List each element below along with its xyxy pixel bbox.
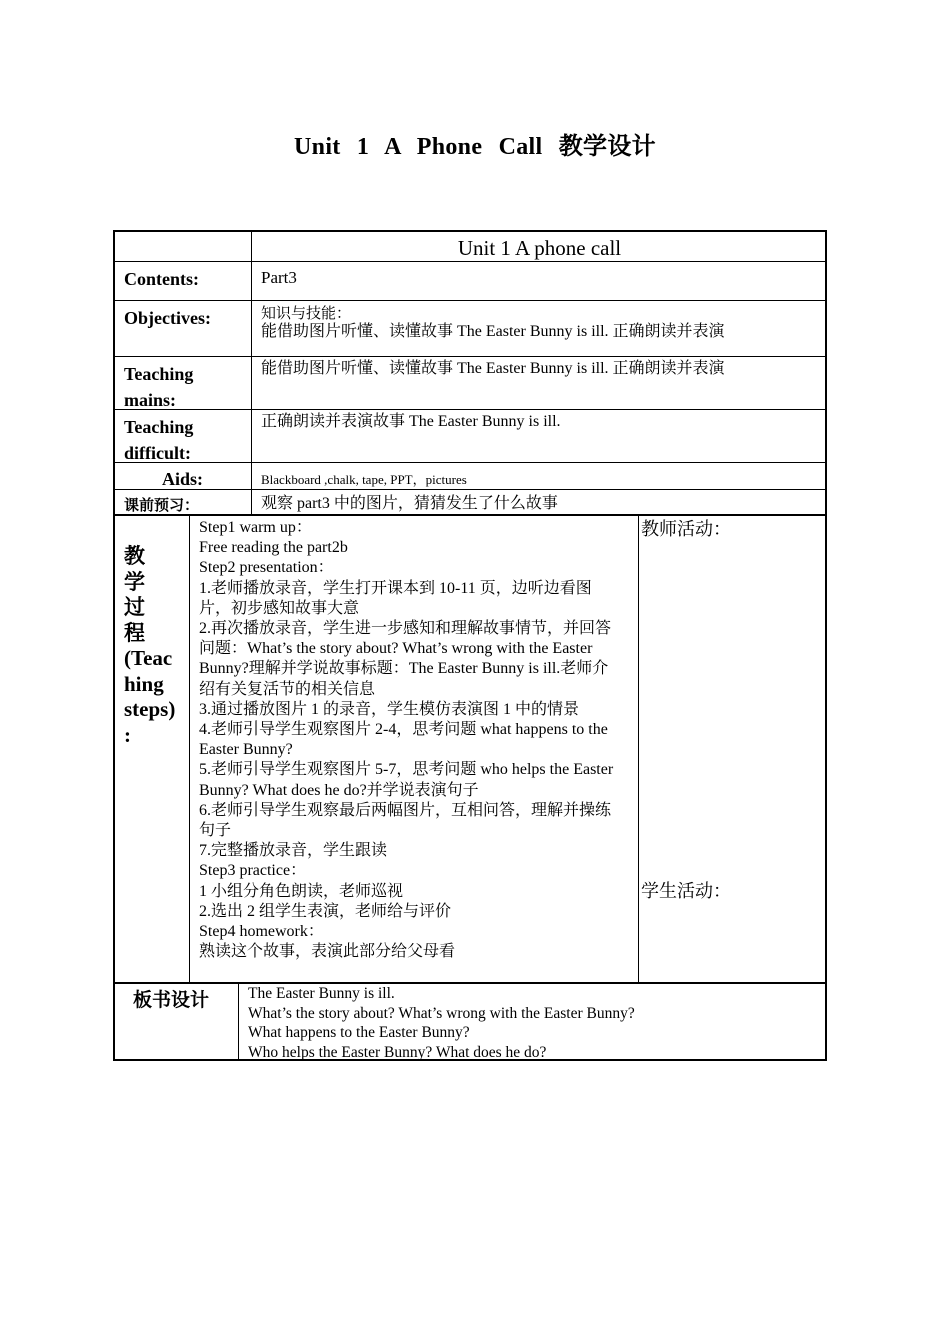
contents-value: Part3 [261, 268, 297, 287]
step-line: 2.选出 2 组学生表演，老师给与评价 [199, 902, 452, 920]
board-design-table [113, 982, 827, 1061]
process-label-line: 程 [124, 620, 145, 645]
step-line: Bunny?理解并学说故事标题：The Easter Bunny is ill.老师介 [199, 660, 609, 678]
aids-value: Blackboard ,chalk, tape, PPT，pictures [261, 472, 467, 487]
objectives-line2: 能借助图片听懂、读懂故事 The Easter Bunny is ill. 正确朗读并表演 [261, 323, 725, 340]
step-line: Bunny? What does he do?并学说表演句子 [199, 781, 479, 799]
process-label [124, 544, 175, 748]
step-line: 片，初步感知故事大意 [199, 599, 360, 617]
step-line: 6.老师引导学生观察最后两幅图片，互相问答，理解并操练 [199, 801, 612, 819]
column-divider [238, 983, 239, 1060]
step-line: Step1 warm up： [199, 519, 312, 536]
step-line: 7.完整播放录音，学生跟读 [199, 842, 388, 860]
process-label-line: (Teac [124, 646, 173, 670]
teaching-difficult-label [124, 414, 193, 466]
contents-label: Contents: [124, 269, 199, 289]
board-design-content [248, 984, 635, 1062]
preview-value: 观察 part3 中的图片，猜猜发生了什么故事 [261, 495, 558, 512]
objectives-line1: 知识与技能： [261, 306, 352, 322]
teaching-mains-value: 能借助图片听懂、读懂故事 The Easter Bunny is ill. 正确朗读并表演 [261, 360, 725, 377]
step-line: Easter Bunny? [199, 741, 293, 759]
unit-header: Unit 1 A phone call [457, 236, 622, 260]
board-line: What’s the story about? What’s wrong with the Easter Bunny? [248, 1004, 635, 1022]
process-label-line: 学 [124, 569, 145, 594]
step-line: 4.老师引导学生观察图片 2-4，思考问题 what happens to the [199, 721, 608, 739]
process-label-line: : [124, 722, 131, 747]
objectives-label: Objectives: [124, 308, 211, 328]
board-line: The Easter Bunny is ill. [248, 985, 395, 1002]
row-divider [115, 300, 827, 301]
process-label-line: steps) [124, 697, 176, 721]
teaching-steps [199, 518, 613, 962]
step-line: Step2 presentation： [199, 559, 334, 577]
step-line: 3.通过播放图片 1 的录音，学生模仿表演图 1 中的情景 [199, 700, 580, 718]
preview-label: 课前预习： [124, 498, 200, 514]
step-line: 1.老师播放录音，学生打开课本到 10-11 页，边听边看图 [199, 579, 592, 597]
row-divider [115, 462, 827, 463]
board-design-label: 板书设计 [133, 990, 210, 1011]
teaching-mains-label [124, 361, 193, 413]
teaching-process-table [113, 515, 827, 984]
step-line: Step3 practice： [199, 862, 307, 880]
row-divider [115, 409, 827, 410]
row-divider [115, 489, 827, 490]
teaching-difficult-label-line2: difficult: [124, 443, 191, 463]
teaching-mains-label-line1: Teaching [124, 364, 194, 384]
teaching-difficult-value: 正确朗读并表演故事 The Easter Bunny is ill. [261, 413, 561, 430]
row-divider [115, 261, 827, 262]
step-line: 绍有关复活节的相关信息 [199, 680, 376, 698]
step-line: 熟读这个故事，表演此部分给父母看 [199, 943, 456, 961]
process-label-line: 教 [124, 544, 145, 568]
step-line: 问题：What’s the story about? What’s wrong with the Easter [199, 640, 593, 658]
step-line: Free reading the part2b [199, 539, 348, 557]
student-activity-label: 学生活动： [641, 881, 731, 901]
step-line: 1 小组分角色朗读，老师巡视 [199, 882, 404, 900]
process-label-line: hing [124, 671, 164, 696]
step-line: 2.再次播放录音，学生进一步感知和理解故事情节，并回答 [199, 620, 612, 638]
step-line: 句子 [199, 822, 232, 840]
process-label-line: 过 [124, 595, 145, 619]
step-line: Step4 homework： [199, 923, 324, 941]
aids-label: Aids: [162, 469, 204, 489]
column-divider [638, 516, 639, 983]
lesson-info-table [113, 230, 827, 516]
teacher-activity-label: 教师活动： [641, 519, 731, 539]
column-divider [251, 232, 252, 516]
board-line: Who helps the Easter Bunny? What does he do? [248, 1043, 547, 1061]
teaching-difficult-label-line1: Teaching [124, 417, 194, 437]
board-line: What happens to the Easter Bunny? [248, 1024, 470, 1041]
page-title: Unit 1 A Phone Call 教学设计 [294, 134, 656, 160]
step-line: 5.老师引导学生观察图片 5-7，思考问题 who helps the Easter [199, 761, 614, 779]
column-divider [189, 516, 190, 983]
teaching-mains-label-line2: mains: [124, 390, 177, 410]
row-divider [115, 356, 827, 357]
